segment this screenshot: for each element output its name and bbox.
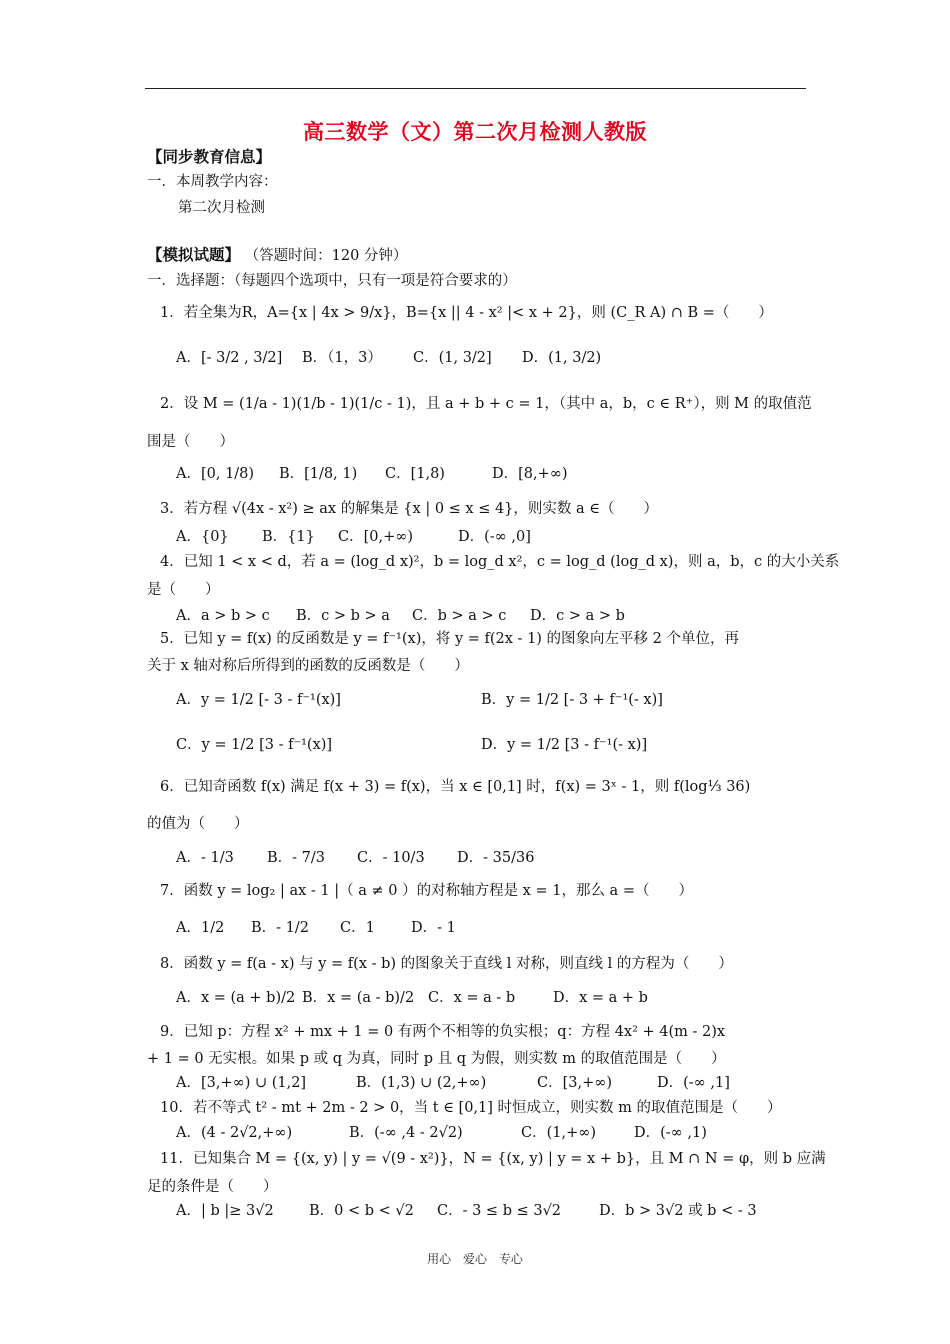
question-7-option-a: A．1/2 xyxy=(176,920,225,936)
question-6-option-d: D．- 35/36 xyxy=(457,850,535,866)
page-footer xyxy=(0,1250,950,1267)
page-title: 高三数学（文）第二次月检测人教版 xyxy=(303,120,647,144)
question-11-option-d: D．b > 3√2 或 b < - 3 xyxy=(599,1203,757,1219)
question-7-option-c: C．1 xyxy=(340,920,375,936)
question-5-option-a: A．y = 1/2 [- 3 - f⁻¹(x)] xyxy=(176,692,341,708)
question-8-stem: 8．函数 y = f(a - x) 与 y = f(x - b) 的图象关于直线 l 对称，则直线 l 的方程为（ ） xyxy=(160,956,733,972)
question-11-option-c: C．- 3 ≤ b ≤ 3√2 xyxy=(437,1203,562,1219)
question-7-option-d: D．- 1 xyxy=(411,920,456,936)
question-3-option-b: B．{1} xyxy=(262,529,315,545)
question-4-option-c: C．b > a > c xyxy=(412,608,507,624)
question-9-option-d: D．(-∞ ,1] xyxy=(657,1075,730,1091)
question-9-stem: 9．已知 p：方程 x² + mx + 1 = 0 有两个不相等的负实根；q：方程 4x² + 4(m - 2)x xyxy=(160,1024,726,1040)
question-1-stem: 1．若全集为R，A={x | 4x > 9/x}，B={x || 4 - x² |< x + 2}，则 (C_R A) ∩ B =（ ） xyxy=(160,305,773,321)
question-9-option-c: C．[3,+∞) xyxy=(537,1075,612,1091)
question-6-option-b: B．- 7/3 xyxy=(267,850,325,866)
question-10-option-a: A．(4 - 2√2,+∞) xyxy=(176,1125,293,1141)
question-7-stem: 7．函数 y = log₂ | ax - 1 |（ a ≠ 0 ）的对称轴方程是 x = 1，那么 a =（ ） xyxy=(160,883,693,899)
question-2-option-d: D．[8,+∞) xyxy=(492,466,568,482)
question-1-option-b: B．（1，3） xyxy=(302,350,382,366)
question-8-option-a: A．x = (a + b)/2 xyxy=(176,990,296,1006)
question-5-stem-continued: 关于 x 轴对称后所得到的函数的反函数是（ ） xyxy=(147,658,469,674)
question-2-stem: 2．设 M = (1/a - 1)(1/b - 1)(1/c - 1)，且 a + b + c = 1，（其中 a，b，c ∈ R⁺），则 M 的取值范 xyxy=(160,396,812,412)
question-11-option-a: A．| b |≥ 3√2 xyxy=(176,1203,274,1219)
question-4-option-a: A．a > b > c xyxy=(176,608,270,624)
question-6-stem: 6．已知奇函数 f(x) 满足 f(x + 3) = f(x)，当 x ∈ [0,1] 时，f(x) = 3ˣ - 1，则 f(log⅓ 36) xyxy=(160,779,751,795)
question-9-option-b: B．(1,3) ∪ (2,+∞) xyxy=(356,1075,487,1091)
question-5-option-c: C．y = 1/2 [3 - f⁻¹(x)] xyxy=(176,737,333,753)
question-4-stem-continued: 是（ ） xyxy=(147,582,220,598)
footer-text-2: 爱心 xyxy=(462,1252,487,1266)
test-heading-line xyxy=(147,245,407,266)
choice-heading: 一．选择题：（每题四个选项中，只有一项是符合要求的） xyxy=(147,273,517,289)
question-11-option-b: B．0 < b < √2 xyxy=(309,1203,414,1219)
question-4-stem: 4．已知 1 < x < d，若 a = (log_d x)²，b = log_d x²，c = log_d (log_d x)，则 a，b，c 的大小关系 xyxy=(160,554,840,570)
question-3-option-a: A．{0} xyxy=(176,529,229,545)
question-8-option-d: D．x = a + b xyxy=(553,990,648,1006)
question-8-option-b: B．x = (a - b)/2 xyxy=(302,990,415,1006)
question-10-option-d: D．(-∞ ,1) xyxy=(634,1125,707,1141)
question-3-option-c: C．[0,+∞) xyxy=(338,529,413,545)
question-5-stem: 5．已知 y = f(x) 的反函数是 y = f⁻¹(x)，将 y = f(2x - 1) 的图象向左平移 2 个单位，再 xyxy=(160,631,739,647)
week-content-label: 一．本周教学内容： xyxy=(147,174,278,190)
question-2-stem-continued: 围是（ ） xyxy=(147,434,234,450)
footer-text-3: 专心 xyxy=(498,1252,523,1266)
week-topic: 第二次月检测 xyxy=(178,200,265,216)
header-rule xyxy=(145,88,806,89)
question-8-option-c: C．x = a - b xyxy=(428,990,516,1006)
question-2-option-b: B．[1/8, 1) xyxy=(279,466,358,482)
question-9-stem-continued: + 1 = 0 无实根。如果 p 或 q 为真，同时 p 且 q 为假，则实数 m 的取值范围是（ ） xyxy=(147,1051,726,1067)
question-1-option-d: D．(1, 3/2) xyxy=(522,350,602,366)
question-4-option-d: D．c > a > b xyxy=(530,608,625,624)
question-6-option-a: A．- 1/3 xyxy=(176,850,234,866)
question-10-stem: 10．若不等式 t² - mt + 2m - 2 > 0，当 t ∈ [0,1] 时恒成立，则实数 m 的取值范围是（ ） xyxy=(160,1100,782,1116)
question-7-option-b: B．- 1/2 xyxy=(251,920,309,936)
question-10-option-c: C．(1,+∞) xyxy=(521,1125,596,1141)
question-5-option-b: B．y = 1/2 [- 3 + f⁻¹(- x)] xyxy=(481,692,663,708)
question-6-stem-continued: 的值为（ ） xyxy=(147,816,249,832)
test-heading: 【模拟试题】 xyxy=(147,246,241,264)
footer-text-1: 用心 xyxy=(427,1252,452,1266)
question-3-option-d: D．(-∞ ,0] xyxy=(458,529,531,545)
question-10-option-b: B．(-∞ ,4 - 2√2) xyxy=(349,1125,463,1141)
question-9-option-a: A．[3,+∞) ∪ (1,2] xyxy=(176,1075,307,1091)
question-11-stem: 11．已知集合 M = {(x, y) | y = √(9 - x²)}，N = {(x, y) | y = x + b}，且 M ∩ N = φ，则 b 应满 xyxy=(160,1151,826,1167)
question-11-stem-continued: 足的条件是（ ） xyxy=(147,1179,278,1195)
section-info-heading: 【同步教育信息】 xyxy=(147,148,272,166)
test-time: （答题时间：120 分钟） xyxy=(244,248,408,264)
question-1-option-a: A．[- 3/2 , 3/2] xyxy=(176,350,283,366)
question-1-option-c: C．(1, 3/2] xyxy=(413,350,492,366)
question-4-option-b: B．c > b > a xyxy=(296,608,390,624)
question-2-option-a: A．[0, 1/8) xyxy=(176,466,255,482)
question-6-option-c: C．- 10/3 xyxy=(357,850,425,866)
question-5-option-d: D．y = 1/2 [3 - f⁻¹(- x)] xyxy=(481,737,648,753)
question-2-option-c: C．[1,8) xyxy=(385,466,445,482)
question-3-stem: 3．若方程 √(4x - x²) ≥ ax 的解集是 {x | 0 ≤ x ≤ 4}，则实数 a ∈（ ） xyxy=(160,501,658,517)
